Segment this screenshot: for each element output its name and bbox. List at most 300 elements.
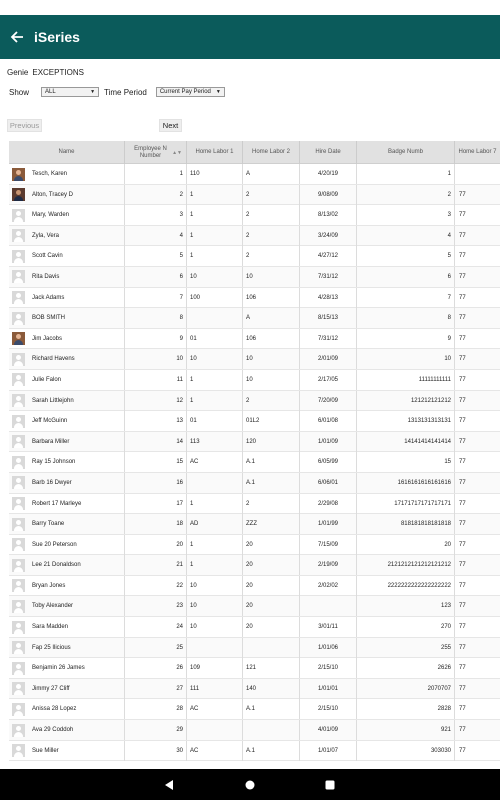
- avatar-body: [14, 443, 23, 448]
- table-row[interactable]: [9, 185, 500, 206]
- avatar-head: [16, 437, 21, 442]
- cell-hire-date: [300, 596, 357, 616]
- table-row[interactable]: [9, 576, 500, 597]
- table-row[interactable]: [9, 432, 500, 453]
- employee-name: Toby Alexander: [32, 603, 74, 610]
- cell-home-labor-2: 121: [243, 658, 300, 678]
- cell-home-labor-2: 140: [243, 679, 300, 699]
- column-header-home-labor-1[interactable]: Home Labor 1: [187, 141, 243, 164]
- cell-hire-date: 2/01/09: [300, 349, 357, 369]
- cell-name: [9, 308, 125, 328]
- cell-badge-number: 2070707: [357, 679, 455, 699]
- cell-hire-date: 3/24/09: [300, 226, 357, 246]
- cell-name: [9, 535, 125, 555]
- avatar: [12, 744, 25, 757]
- cell-hire-date: 6/06/01: [300, 473, 357, 493]
- cell-badge-number: 5: [357, 246, 455, 266]
- avatar-head: [16, 602, 21, 607]
- cell-home-labor-7: 77: [459, 685, 466, 692]
- pager: [7, 119, 182, 132]
- cell-employee-number: 18: [125, 514, 187, 534]
- avatar-body: [14, 381, 23, 386]
- avatar: [12, 600, 25, 613]
- cell-home-labor-1: [187, 638, 243, 658]
- cell-employee-number: 20: [125, 535, 187, 555]
- avatar: [12, 703, 25, 716]
- cell-name: [9, 494, 125, 514]
- cell-employee-number: 16: [125, 473, 187, 493]
- cell-badge-number: 10: [357, 349, 455, 369]
- cell-name: [9, 205, 125, 225]
- nav-back-icon[interactable]: [161, 777, 177, 793]
- cell-home-labor-1: 10: [187, 349, 243, 369]
- cell-name: [9, 452, 125, 472]
- avatar: [12, 168, 25, 181]
- cell-employee-number: 17: [125, 494, 187, 514]
- avatar: [12, 188, 25, 201]
- avatar-body: [14, 237, 23, 242]
- employee-name: Lee 21 Donaldson: [32, 562, 81, 569]
- cell-hire-date: 2/15/10: [300, 699, 357, 719]
- cell-home-labor-1: 01: [187, 411, 243, 431]
- genie-label: Genie: [7, 68, 29, 77]
- cell-badge-number: 14141414141414: [357, 432, 455, 452]
- table-header: [9, 141, 500, 164]
- cell-home-labor-2: 2: [243, 246, 300, 266]
- cell-employee-number: 5: [125, 246, 187, 266]
- cell-name: [9, 720, 125, 740]
- cell-home-labor-2: 01L2: [243, 411, 300, 431]
- cell-home-labor-1: AC: [187, 452, 243, 472]
- cell-name: [9, 411, 125, 431]
- cell-badge-number: 123: [357, 596, 455, 616]
- avatar-body: [14, 752, 23, 757]
- cell-home-labor-1: [187, 473, 243, 493]
- table-body: [9, 164, 500, 761]
- column-header-home-labor-2[interactable]: Home Labor 2: [243, 141, 300, 164]
- cell-employee-number: 7: [125, 288, 187, 308]
- cell-home-labor-7: 77: [459, 294, 466, 301]
- cell-badge-number: 17171717171717171: [357, 494, 455, 514]
- previous-button[interactable]: Previous: [7, 119, 42, 132]
- cell-badge-number: 9: [357, 329, 455, 349]
- table-row[interactable]: [9, 411, 500, 432]
- cell-name: [9, 473, 125, 493]
- sort-icon: ▲▼: [172, 150, 182, 156]
- table-row[interactable]: [9, 226, 500, 247]
- cell-home-labor-2: A.1: [243, 699, 300, 719]
- table-row[interactable]: [9, 555, 500, 576]
- avatar-body: [14, 567, 23, 572]
- cell-home-labor-1: 1: [187, 226, 243, 246]
- table-row[interactable]: [9, 699, 500, 720]
- avatar-head: [16, 211, 21, 216]
- avatar-head: [16, 581, 21, 586]
- cell-home-labor-2: 120: [243, 432, 300, 452]
- cell-badge-number: 7: [357, 288, 455, 308]
- cell-home-labor-1: 111: [187, 679, 243, 699]
- employee-name: Julie Falon: [32, 376, 62, 383]
- avatar-head: [16, 664, 21, 669]
- cell-home-labor-1: 10: [187, 617, 243, 637]
- cell-home-labor-1: 1: [187, 555, 243, 575]
- cell-badge-number: 2828: [357, 699, 455, 719]
- cell-employee-number: 6: [125, 267, 187, 287]
- avatar-head: [16, 355, 21, 360]
- cell-badge-number: 2626: [357, 658, 455, 678]
- cell-badge-number: 2222222222222222222: [357, 576, 455, 596]
- cell-home-labor-2: A.1: [243, 452, 300, 472]
- avatar-body: [14, 361, 23, 366]
- avatar-head: [16, 396, 21, 401]
- cell-badge-number: 2121212121212121212: [357, 555, 455, 575]
- cell-hire-date: 4/01/09: [300, 720, 357, 740]
- avatar-body: [14, 484, 23, 489]
- avatar: [12, 209, 25, 222]
- employee-name: Ray 15 Johnson: [32, 459, 76, 466]
- nav-home-icon[interactable]: [242, 777, 258, 793]
- cell-hire-date: 7/31/12: [300, 329, 357, 349]
- cell-employee-number: 28: [125, 699, 187, 719]
- cell-hire-date: 4/20/19: [300, 164, 357, 184]
- avatar-head: [16, 623, 21, 628]
- table-row[interactable]: [9, 288, 500, 309]
- cell-home-labor-7: 77: [459, 418, 466, 425]
- avatar: [12, 559, 25, 572]
- cell-home-labor-2: 20: [243, 617, 300, 637]
- avatar-body: [14, 629, 23, 634]
- cell-badge-number: 4: [357, 226, 455, 246]
- dropdown-arrow-icon: ▼: [90, 89, 96, 95]
- cell-home-labor-2: [243, 638, 300, 658]
- avatar-head: [16, 334, 21, 339]
- employee-name: Barb 16 Dwyer: [32, 479, 72, 486]
- cell-home-labor-7: 77: [459, 582, 466, 589]
- avatar: [12, 682, 25, 695]
- table-row[interactable]: [9, 308, 500, 329]
- avatar: [12, 662, 25, 675]
- cell-badge-number: 15: [357, 452, 455, 472]
- cell-home-labor-7: 77: [459, 562, 466, 569]
- cell-name: [9, 288, 125, 308]
- table-row[interactable]: [9, 596, 500, 617]
- avatar-head: [16, 684, 21, 689]
- employee-name: Jim Jacobs: [32, 335, 63, 342]
- cell-badge-number: 121212121212: [357, 391, 455, 411]
- cell-home-labor-2: 2: [243, 205, 300, 225]
- nav-recents-icon[interactable]: [322, 777, 338, 793]
- avatar-head: [16, 231, 21, 236]
- cell-badge-number: 818181818181818: [357, 514, 455, 534]
- cell-home-labor-1: 10: [187, 576, 243, 596]
- employee-name: Richard Havens: [32, 356, 75, 363]
- avatar-head: [16, 540, 21, 545]
- next-button[interactable]: Next: [159, 119, 182, 132]
- table-row[interactable]: [9, 473, 500, 494]
- cell-employee-number: 12: [125, 391, 187, 411]
- employee-name: Sarah Littlejohn: [32, 397, 74, 404]
- cell-hire-date: 3/01/11: [300, 617, 357, 637]
- table-row[interactable]: [9, 617, 500, 638]
- cell-home-labor-1: AC: [187, 741, 243, 761]
- cell-badge-number: 270: [357, 617, 455, 637]
- cell-home-labor-1: 1: [187, 246, 243, 266]
- table-row[interactable]: [9, 164, 500, 185]
- time-period-select[interactable]: [156, 87, 225, 97]
- cell-hire-date: 1/01/07: [300, 741, 357, 761]
- cell-home-labor-1: 110: [187, 164, 243, 184]
- employee-name: Jack Adams: [32, 294, 65, 301]
- cell-home-labor-2: 10: [243, 267, 300, 287]
- avatar-head: [16, 293, 21, 298]
- table-row[interactable]: [9, 391, 500, 412]
- cell-badge-number: 2: [357, 185, 455, 205]
- cell-employee-number: 13: [125, 411, 187, 431]
- cell-home-labor-7: 77: [459, 624, 466, 631]
- avatar: [12, 312, 25, 325]
- cell-hire-date: 1/01/01: [300, 679, 357, 699]
- avatar-body: [14, 278, 23, 283]
- cell-name: [9, 658, 125, 678]
- employee-name: Robert 17 Marleye: [32, 500, 82, 507]
- cell-badge-number: 1616161616161616: [357, 473, 455, 493]
- cell-home-labor-7: 77: [459, 376, 466, 383]
- cell-home-labor-1: 01: [187, 329, 243, 349]
- avatar-body: [14, 258, 23, 263]
- cell-name: [9, 699, 125, 719]
- table-row[interactable]: [9, 535, 500, 556]
- cell-badge-number: 11111111111: [357, 370, 455, 390]
- avatar-body: [14, 217, 23, 222]
- cell-hire-date: 2/17/05: [300, 370, 357, 390]
- app-bar: [0, 15, 500, 59]
- cell-home-labor-2: 20: [243, 555, 300, 575]
- cell-home-labor-2: [243, 720, 300, 740]
- cell-hire-date: 6/01/08: [300, 411, 357, 431]
- avatar-head: [16, 726, 21, 731]
- dropdown-arrow-icon: ▼: [215, 89, 221, 95]
- employee-name: Tesch, Karen: [32, 171, 68, 177]
- avatar-body: [14, 320, 23, 325]
- cell-badge-number: 8: [357, 308, 455, 328]
- table-row[interactable]: [9, 370, 500, 391]
- avatar: [12, 456, 25, 469]
- avatar: [12, 250, 25, 263]
- cell-home-labor-7: 77: [459, 438, 466, 445]
- cell-hire-date: 1/01/99: [300, 514, 357, 534]
- cell-home-labor-7: 77: [459, 397, 466, 404]
- avatar-body: [14, 608, 23, 613]
- cell-hire-date: 1/01/09: [300, 432, 357, 452]
- employee-name: Sue Miller: [32, 747, 59, 754]
- cell-name: [9, 349, 125, 369]
- time-period-select-value: Current Pay Period: [159, 89, 211, 95]
- avatar-head: [16, 375, 21, 380]
- system-nav-bar: [0, 769, 500, 800]
- cell-home-labor-2: 10: [243, 349, 300, 369]
- cell-home-labor-7: [455, 164, 500, 184]
- cell-employee-number: 4: [125, 226, 187, 246]
- avatar-head: [16, 746, 21, 751]
- show-label: Show: [9, 87, 30, 97]
- employee-name: Ava 29 Coddoh: [32, 727, 74, 734]
- avatar: [12, 373, 25, 386]
- cell-home-labor-7: 77: [459, 706, 466, 713]
- table-row[interactable]: [9, 267, 500, 288]
- cell-name: [9, 617, 125, 637]
- avatar-head: [16, 643, 21, 648]
- avatar: [12, 497, 25, 510]
- avatar: [12, 579, 25, 592]
- cell-badge-number: 3: [357, 205, 455, 225]
- cell-home-labor-2: 2: [243, 185, 300, 205]
- cell-hire-date: 7/31/12: [300, 267, 357, 287]
- cell-home-labor-1: 100: [187, 288, 243, 308]
- cell-badge-number: 20: [357, 535, 455, 555]
- avatar-head: [16, 458, 21, 463]
- show-select[interactable]: [41, 87, 99, 97]
- cell-hire-date: 8/13/02: [300, 205, 357, 225]
- cell-employee-number: 8: [125, 308, 187, 328]
- cell-home-labor-2: 20: [243, 576, 300, 596]
- avatar-body: [14, 423, 23, 428]
- cell-home-labor-2: 10: [243, 370, 300, 390]
- table-row[interactable]: [9, 494, 500, 515]
- cell-home-labor-7: 77: [459, 273, 466, 280]
- status-bar: [0, 0, 500, 15]
- cell-home-labor-1: 10: [187, 596, 243, 616]
- cell-name: [9, 246, 125, 266]
- cell-home-labor-1: 1: [187, 185, 243, 205]
- app-title: iSeries: [34, 29, 80, 45]
- column-header-name[interactable]: Name: [9, 141, 125, 164]
- cell-home-labor-1: 109: [187, 658, 243, 678]
- cell-hire-date: 9/08/09: [300, 185, 357, 205]
- avatar: [12, 518, 25, 531]
- avatar-body: [14, 690, 23, 695]
- cell-hire-date: 7/15/09: [300, 535, 357, 555]
- cell-home-labor-2: 2: [243, 391, 300, 411]
- cell-employee-number: 27: [125, 679, 187, 699]
- cell-employee-number: 2: [125, 185, 187, 205]
- avatar-head: [16, 314, 21, 319]
- cell-hire-date: 2/15/10: [300, 658, 357, 678]
- avatar-body: [14, 340, 23, 345]
- avatar-body: [14, 402, 23, 407]
- table-row[interactable]: [9, 205, 500, 226]
- avatar-head: [16, 417, 21, 422]
- avatar: [12, 476, 25, 489]
- cell-home-labor-2: 2: [243, 494, 300, 514]
- table-row[interactable]: [9, 741, 500, 762]
- column-header-employee-number[interactable]: [125, 141, 187, 164]
- cell-employee-number: 23: [125, 596, 187, 616]
- employee-name: Bryan Jones: [32, 582, 66, 589]
- cell-home-labor-7: 77: [459, 521, 466, 528]
- table-row[interactable]: [9, 514, 500, 535]
- column-header-badge-number[interactable]: Badge Numb: [357, 141, 455, 164]
- back-arrow-icon[interactable]: [4, 24, 30, 50]
- cell-hire-date: 1/01/06: [300, 638, 357, 658]
- cell-name: [9, 391, 125, 411]
- genie-row: [7, 68, 84, 77]
- table-row[interactable]: [9, 658, 500, 679]
- table-row[interactable]: [9, 329, 500, 350]
- cell-home-labor-2: A.1: [243, 741, 300, 761]
- avatar-head: [16, 170, 21, 175]
- cell-home-labor-7: 77: [459, 335, 466, 342]
- cell-employee-number: 24: [125, 617, 187, 637]
- avatar-body: [14, 546, 23, 551]
- time-period-label: Time Period: [104, 87, 147, 97]
- avatar-body: [14, 505, 23, 510]
- cell-name: [9, 370, 125, 390]
- cell-home-labor-2: A: [243, 164, 300, 184]
- cell-home-labor-1: 1: [187, 535, 243, 555]
- cell-badge-number: 1313131313131: [357, 411, 455, 431]
- table-row[interactable]: [9, 638, 500, 659]
- cell-name: [9, 741, 125, 761]
- cell-home-labor-1: 1: [187, 370, 243, 390]
- employee-name: Sara Madden: [32, 624, 69, 631]
- avatar-body: [14, 464, 23, 469]
- avatar-head: [16, 561, 21, 566]
- main-content: [0, 59, 500, 769]
- avatar-head: [16, 190, 21, 195]
- cell-badge-number: 255: [357, 638, 455, 658]
- employee-name: Scott Cavin: [32, 253, 63, 260]
- cell-home-labor-1: 1: [187, 391, 243, 411]
- employee-name: Jeff McGuinn: [32, 418, 68, 425]
- avatar-body: [14, 711, 23, 716]
- cell-hire-date: 2/02/02: [300, 576, 357, 596]
- cell-home-labor-7: 77: [459, 212, 466, 219]
- table-row[interactable]: [9, 679, 500, 700]
- cell-name: [9, 576, 125, 596]
- cell-employee-number: 15: [125, 452, 187, 472]
- cell-hire-date: 2/29/08: [300, 494, 357, 514]
- cell-employee-number: 10: [125, 349, 187, 369]
- table-row[interactable]: [9, 349, 500, 370]
- avatar-head: [16, 252, 21, 257]
- avatar: [12, 724, 25, 737]
- cell-hire-date: 4/28/13: [300, 288, 357, 308]
- table-row[interactable]: [9, 246, 500, 267]
- cell-home-labor-1: 10: [187, 267, 243, 287]
- employee-name: Fap 25 Ilicious: [32, 644, 71, 651]
- cell-badge-number: 1: [357, 164, 455, 184]
- avatar-head: [16, 499, 21, 504]
- cell-employee-number: 30: [125, 741, 187, 761]
- cell-employee-number: 25: [125, 638, 187, 658]
- column-header-home-labor-7[interactable]: Home Labor 7: [458, 149, 497, 155]
- avatar-body: [14, 732, 23, 737]
- cell-home-labor-1: 1: [187, 494, 243, 514]
- column-header-hire-date[interactable]: Hire Date: [300, 141, 357, 164]
- cell-home-labor-7: 77: [459, 665, 466, 672]
- employee-name: BOB SMITH: [32, 315, 66, 322]
- cell-home-labor-2: 20: [243, 596, 300, 616]
- employee-name: Benjamin 26 James: [32, 665, 85, 672]
- table-row[interactable]: [9, 452, 500, 473]
- cell-home-labor-2: A: [243, 308, 300, 328]
- avatar-head: [16, 478, 21, 483]
- cell-hire-date: 7/20/09: [300, 391, 357, 411]
- table-row[interactable]: [9, 720, 500, 741]
- cell-home-labor-1: [187, 308, 243, 328]
- cell-name: [9, 226, 125, 246]
- cell-home-labor-1: AC: [187, 699, 243, 719]
